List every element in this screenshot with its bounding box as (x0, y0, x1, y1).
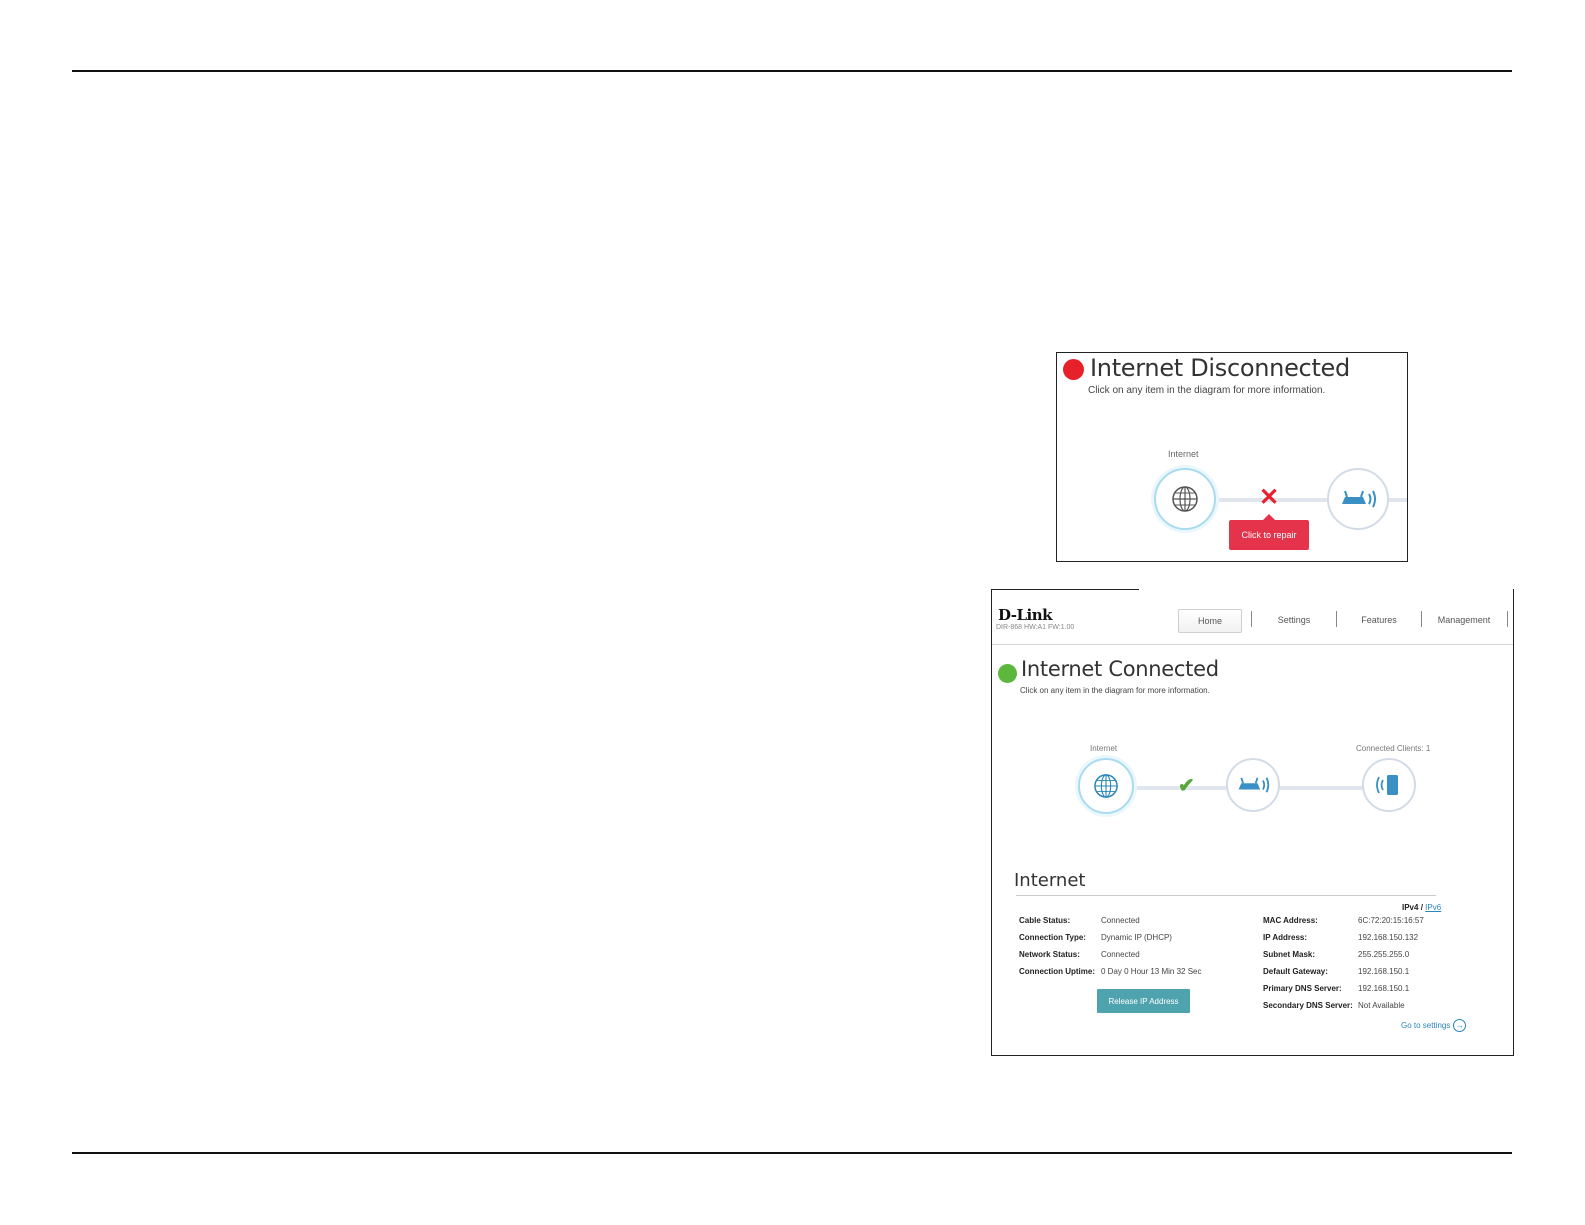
nav-separator (1336, 611, 1337, 627)
status-title: Internet Disconnected (1090, 354, 1350, 382)
connection-line (1387, 498, 1408, 502)
cable-status-label: Cable Status: (1019, 916, 1071, 925)
status-title: Internet Connected (1021, 657, 1219, 681)
network-status-value: Connected (1101, 950, 1140, 959)
connection-uptime-value: 0 Day 0 Hour 13 Min 32 Sec (1101, 967, 1202, 976)
frame-top-edge (992, 589, 1139, 590)
nav-features[interactable]: Features (1361, 615, 1397, 625)
primary-dns-label: Primary DNS Server: (1263, 984, 1342, 993)
connected-screenshot (991, 589, 1514, 1056)
page-top-rule (72, 70, 1512, 72)
connection-uptime-label: Connection Uptime: (1019, 967, 1095, 976)
status-red-icon (1063, 359, 1084, 380)
connected-clients-label: Connected Clients: 1 (1356, 744, 1431, 753)
internet-node[interactable] (1154, 468, 1216, 530)
go-to-settings-link[interactable] (1401, 1019, 1466, 1032)
ip-toggle-separator: / (1420, 903, 1423, 912)
internet-node-label: Internet (1090, 744, 1118, 753)
router-node[interactable] (1226, 758, 1280, 812)
dlink-logo: D-Link (998, 606, 1053, 624)
ip-version-toggle (1402, 903, 1441, 912)
ip-address-value: 192.168.150.132 (1358, 933, 1419, 942)
globe-icon (1172, 486, 1198, 512)
model-info: DIR-868 HW:A1 FW:1.00 (996, 624, 1075, 631)
status-subtitle: Click on any item in the diagram for more information. (1020, 686, 1210, 695)
secondary-dns-label: Secondary DNS Server: (1263, 1001, 1353, 1010)
status-green-icon (998, 664, 1017, 683)
disconnected-x-icon[interactable]: ✕ (1259, 484, 1280, 511)
nav-separator (1507, 611, 1508, 627)
subnet-mask-label: Subnet Mask: (1263, 950, 1316, 959)
nav-home[interactable]: Home (1178, 609, 1242, 633)
router-icon (1338, 488, 1378, 510)
primary-dns-value: 192.168.150.1 (1358, 984, 1410, 993)
disconnected-screenshot (1056, 352, 1408, 562)
default-gateway-label: Default Gateway: (1263, 967, 1328, 976)
nav-separator (1421, 611, 1422, 627)
section-title: Internet (1014, 870, 1086, 891)
release-ip-button[interactable]: Release IP Address (1097, 989, 1190, 1013)
wireless-device-icon (1374, 773, 1404, 797)
connection-type-value: Dynamic IP (DHCP) (1101, 933, 1172, 942)
section-divider (1016, 895, 1436, 896)
router-node[interactable] (1327, 468, 1389, 530)
header-divider (992, 644, 1513, 645)
network-status-label: Network Status: (1019, 950, 1080, 959)
internet-node[interactable] (1078, 758, 1134, 814)
globe-icon (1094, 774, 1118, 798)
mac-address-label: MAC Address: (1263, 916, 1318, 925)
secondary-dns-value: Not Available (1358, 1001, 1405, 1010)
page-bottom-rule (72, 1152, 1512, 1154)
cable-status-value: Connected (1101, 916, 1140, 925)
connection-line (1277, 786, 1372, 790)
subnet-mask-value: 255.255.255.0 (1358, 950, 1410, 959)
nav-settings[interactable]: Settings (1277, 615, 1311, 625)
ip-address-label: IP Address: (1263, 933, 1308, 942)
connection-type-label: Connection Type: (1019, 933, 1086, 942)
click-to-repair-button[interactable]: Click to repair (1229, 520, 1309, 550)
clients-node[interactable] (1362, 758, 1416, 812)
default-gateway-value: 192.168.150.1 (1358, 967, 1410, 976)
nav-management[interactable]: Management (1437, 615, 1491, 625)
ipv6-link[interactable]: IPv6 (1425, 903, 1442, 912)
internet-node-label: Internet (1168, 449, 1199, 459)
router-icon (1235, 775, 1271, 795)
nav-separator (1251, 611, 1252, 627)
connected-check-icon: ✔ (1178, 775, 1195, 797)
mac-address-value: 6C:72:20:15:16:57 (1358, 916, 1424, 925)
status-subtitle: Click on any item in the diagram for more information. (1088, 385, 1326, 396)
go-to-settings-label: Go to settings (1401, 1021, 1451, 1030)
arrow-right-icon: → (1453, 1019, 1466, 1032)
ipv4-tab[interactable]: IPv4 (1402, 903, 1419, 912)
